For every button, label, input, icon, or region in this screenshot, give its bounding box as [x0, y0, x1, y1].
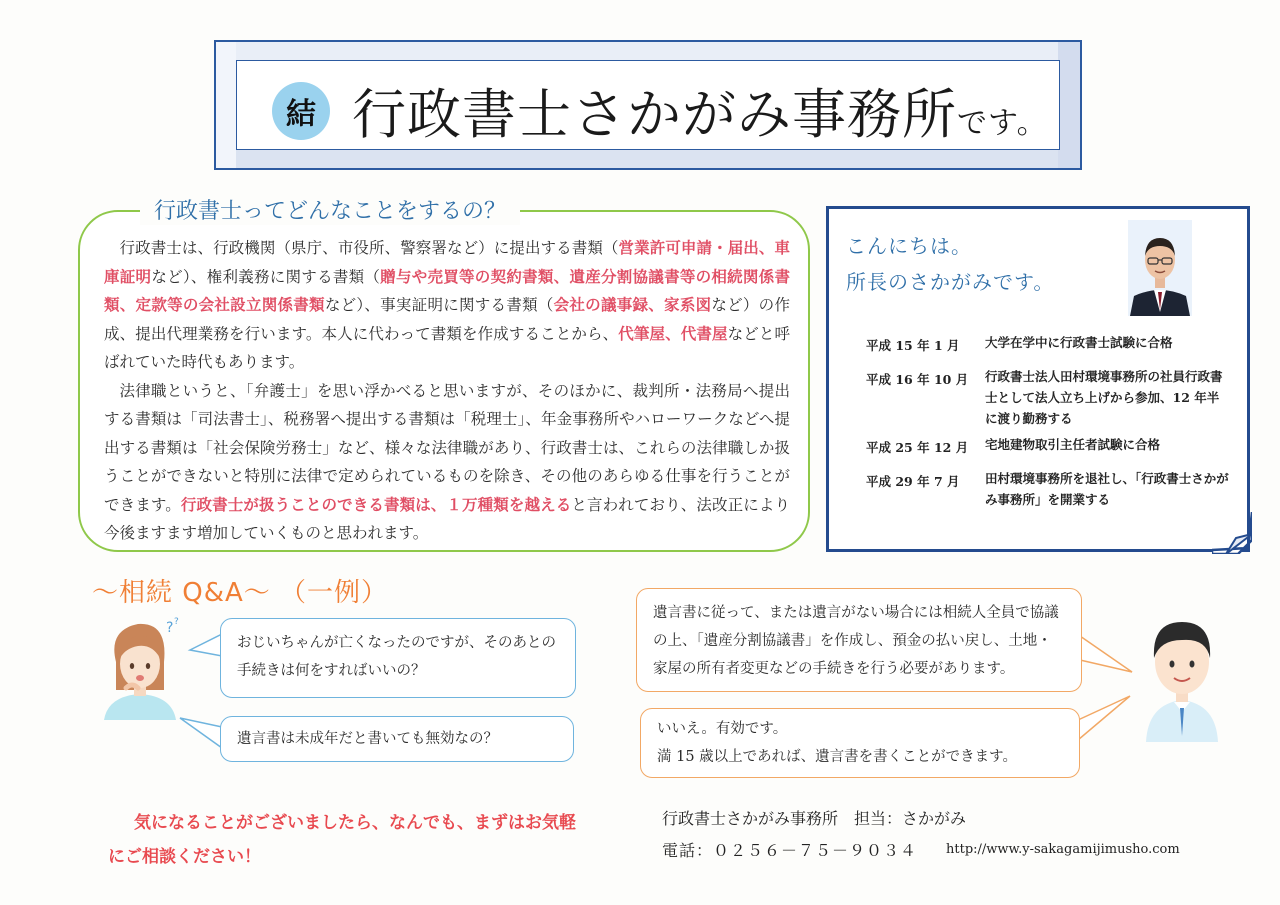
history-event: 宅地建物取引主任者試験に合格	[985, 437, 1161, 452]
body-text: などと呼ばれていた時代もあります。	[104, 324, 790, 371]
history-date: 平成 25 年 12 月	[866, 440, 969, 455]
svg-text:?: ?	[166, 620, 174, 636]
history-date: 平成 16 年 10 月	[866, 372, 969, 387]
office-contact-name: 行政書士さかがみ事務所 担当：さかがみ	[662, 809, 967, 828]
call-to-action-line-2: にご相談ください！	[108, 847, 261, 867]
call-to-action-line-1: 気になることがございましたら、なんでも、まずはお気軽	[134, 813, 576, 833]
page-curl-icon	[1212, 512, 1252, 554]
answer-2-line-1: いいえ。有効です。	[657, 721, 788, 737]
highlighted-text: 代筆屋、代書屋	[618, 323, 728, 343]
about-paragraph-2	[104, 377, 790, 548]
history-event: 大学在学中に行政書士試験に合格	[985, 335, 1173, 350]
question-bubble-1: おじいちゃんが亡くなったのですが、そのあとの手続きは何をすればいいの？	[220, 618, 576, 698]
history-date: 平成 15 年 1 月	[866, 338, 960, 353]
man-illustration	[1140, 612, 1224, 742]
body-text: など）の作成、提出代理業務を行います。本人に代わって書類を作成することから、	[104, 296, 790, 343]
about-paragraph-1	[104, 234, 790, 377]
greeting-line-2: 所長のさかがみです。	[846, 270, 1055, 294]
office-name: 行政書士さかがみ事務所	[352, 83, 957, 146]
greeting-line-1: こんにちは。	[846, 234, 972, 258]
svg-text:?: ?	[174, 617, 179, 627]
body-text: 法律職というと、「弁護士」を思い浮かべると思いますが、そのほかに、裁判所・法務局へ提出する書類は「司法書士」、税務署へ提出する書類は「税理士」、年金事務所やハローワークなどへ提出する書類は「社会保険労務士」など、様々な法律職があり、行政書士は、これらの法律職しか扱うことができないと特別に法律で定められているものを除き、その他のあらゆる仕事を行うことができます。	[104, 381, 790, 514]
highlighted-text: 贈与や売買等の契約書類、遺産分割協議書等の相続関係書類、定款等の会社設立関係書類	[104, 266, 790, 314]
body-text: 行政書士は、行政機関（県庁、市役所、警察署など）に提出する書類（	[119, 239, 619, 257]
highlighted-text: 行政書士が扱うことのできる書類は、１万種類を越える	[180, 494, 572, 514]
body-text: など）、権利義務に関する書類（	[151, 267, 381, 286]
history-event: 行政書士法人田村環境事務所の社員行政書士として法人立ち上げから参加、12 年半に渡り勤務する	[985, 369, 1223, 426]
highlighted-text: 会社の議事録、家系図	[553, 295, 712, 314]
history-date: 平成 29 年 7 月	[866, 474, 960, 489]
yui-badge: 結	[272, 82, 330, 140]
question-bubble-2: 遺言書は未成年だと書いても無効なの？	[220, 716, 574, 762]
phone-number: 電話：０２５６－７５－９０３４	[662, 841, 918, 860]
history-event: 田村環境事務所を退社し、「行政書士さかがみ事務所」を開業する	[985, 471, 1229, 507]
website-url[interactable]: http://www.y-sakagamijimusho.com	[946, 842, 1180, 857]
about-body	[104, 234, 790, 548]
qa-heading: ～相続 Q&A～ （一例）	[92, 578, 389, 608]
director-portrait	[1128, 220, 1192, 316]
body-text: と言われており、法改正により今後ますます増加していくものと思われます。	[104, 495, 790, 542]
woman-illustration	[98, 610, 188, 720]
answer-bubble-1: 遺言書に従って、または遺言がない場合には相続人全員で協議の上、「遺産分割協議書」を作成し、預金の払い戻し、土地・家屋の所有者変更などの手続きを行う必要があります。	[636, 588, 1082, 692]
about-heading: 行政書士ってどんなことをするの？	[140, 194, 520, 225]
answer-bubble-2	[640, 708, 1080, 778]
office-title-suffix: です。	[957, 106, 1048, 141]
answer-2-line-2: 満 15 歳以上であれば、遺言書を書くことができます。	[657, 749, 1018, 765]
highlighted-text: 営業許可申請・届出、車庫証明	[104, 238, 790, 286]
body-text: など）、事実証明に関する書類（	[324, 296, 554, 314]
office-title	[352, 72, 1048, 149]
